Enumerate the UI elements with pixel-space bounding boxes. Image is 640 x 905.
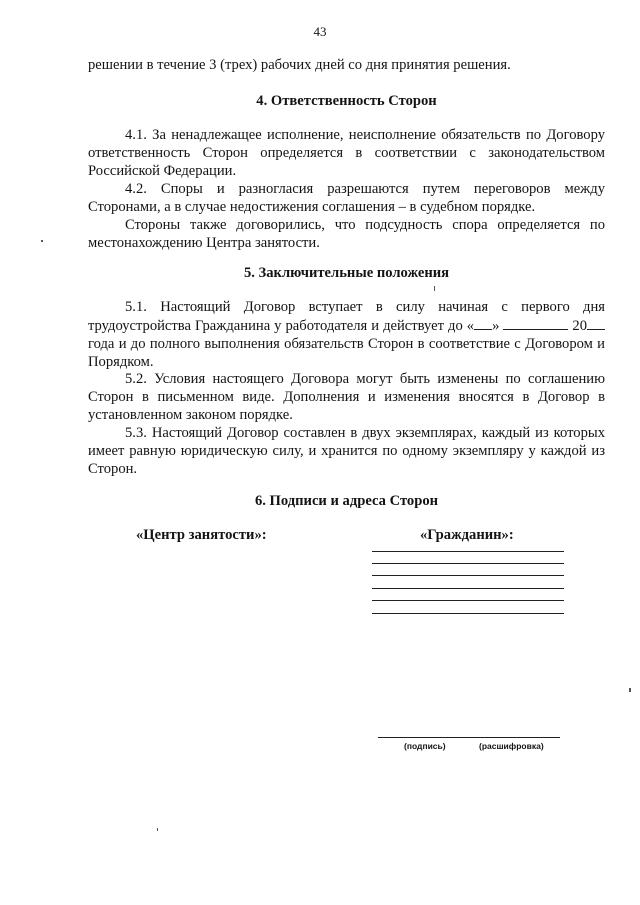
day-blank [474,316,492,330]
intro-line: решении в течение 3 (трех) рабочих дней со дня принятия решения. [88,57,511,73]
section-5-paragraph-1-year-prefix: 20 [572,318,588,334]
scan-speck [629,688,631,692]
section-6-title: 6. Подписи и адреса Сторон [254,493,439,509]
section-5-paragraph-2: 5.2. Условия настоящего Договора могут быть изменены по соглашению Сторон в письменном виде. Дополнения и изменения вносятся в Договор в установленном законом порядке. [88,371,605,423]
section-4-title: 4. Ответственность Сторон [256,93,437,109]
citizen-address-line [372,600,564,601]
section-4-paragraph-3: Стороны также договорились, что подсудность спора определяется по местонахождению Центра занятости. [88,217,605,251]
section-5-paragraph-3: 5.3. Настоящий Договор составлен в двух экземплярах, каждый из которых имеет равную юридическую силу, и хранится по одному экземпляру у каждой из Сторон. [88,425,605,477]
citizen-signature-line [378,737,560,738]
scan-speck [41,240,43,242]
section-5-paragraph-1 [88,298,605,371]
scan-speck [434,286,435,291]
citizen-address-line [372,551,564,552]
page-number: 43 [313,24,327,39]
section-5-paragraph-1-part-b: » [492,318,500,334]
year-blank [587,316,605,330]
section-5-paragraph-1-part-d: года и до полного выполнения обязательств Сторон в соответствие с Договором и Порядком. [88,336,605,370]
month-blank [503,316,568,330]
citizen-address-line [372,613,564,614]
section-5-paragraph-1-part-a: 5.1. Настоящий Договор вступает в силу начиная с первого дня трудоустройства Гражданина у работодателя и действует до « [88,299,605,334]
section-4-paragraph-1: 4.1. За ненадлежащее исполнение, неисполнение обязательств по Договору ответственность Сторон определяется в соответствии с законодательством Российской Федерации. [88,127,605,179]
section-5-title: 5. Заключительные положения [243,265,450,281]
party-citizen-label: «Гражданин»: [420,527,514,543]
signature-caption: (подпись) [404,741,446,751]
decode-caption: (расшифровка) [479,741,544,751]
citizen-address-line [372,563,564,564]
section-4-paragraph-2: 4.2. Споры и разногласия разрешаются путем переговоров между Сторонами, а в случае недостижения соглашения – в судебном порядке. [88,181,605,215]
scan-speck [157,828,158,831]
party-employment-center-label: «Центр занятости»: [136,527,267,543]
citizen-address-line [372,575,564,576]
citizen-address-line [372,588,564,589]
